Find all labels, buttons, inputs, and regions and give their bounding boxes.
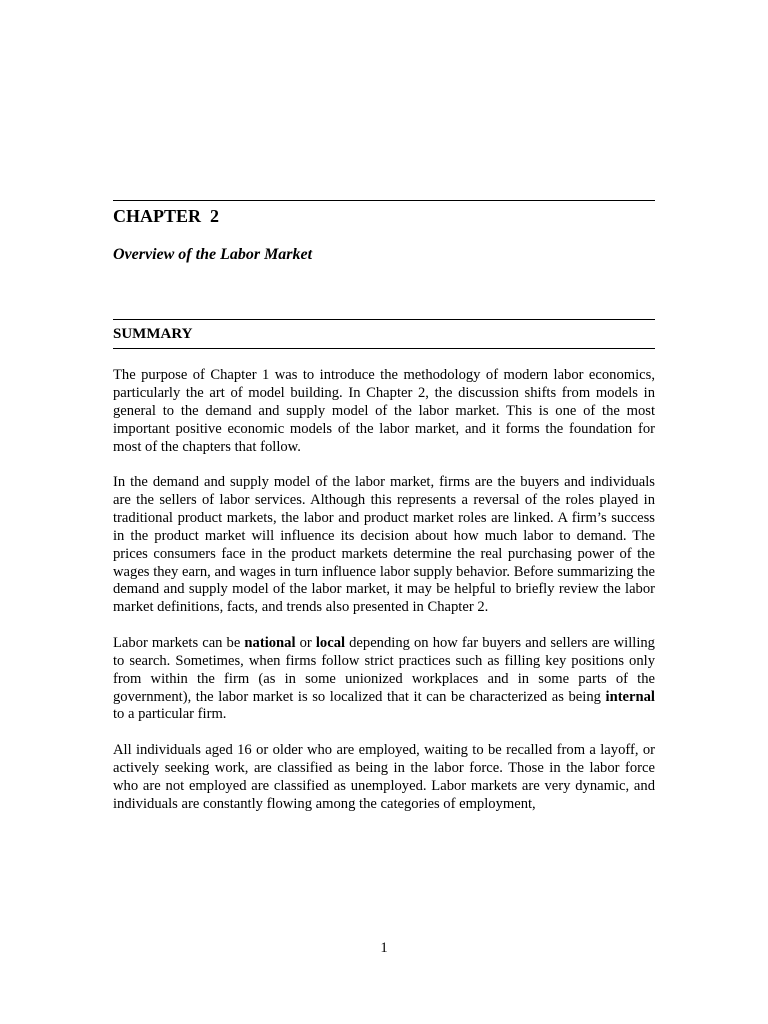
chapter-heading: CHAPTER 2 xyxy=(113,206,220,226)
paragraph-text: depending on how far buyers and sellers are willing to search. Sometimes, when firms follow strict practices such as filling key positions only from within the firm (as in some unionized workplaces and in some parts of the government), the labor market is so localized that it can be characterized as being xyxy=(113,634,655,705)
chapter-title: Overview of the Labor Market xyxy=(113,246,313,263)
paragraph-market-scope xyxy=(113,635,655,725)
paragraph-labor-force: All individuals aged 16 or older who are employed, waiting to be recalled from a layoff, or actively seeking work, are classified as being in the labor force. Those in the labor force who are not employed are classified as unemployed. Labor markets are very dynamic, and individuals are constantly flowing among the categories of employment, xyxy=(113,741,655,812)
page-number: 1 xyxy=(380,940,388,956)
summary-body xyxy=(113,367,655,831)
summary-heading: SUMMARY xyxy=(113,326,193,342)
paragraph-demand-supply: In the demand and supply model of the labor market, firms are the buyers and individuals are the sellers of labor services. Although this represents a reversal of the roles played in traditional product markets, the labor and product market roles are linked. A firm’s success in the product market will influence its decision about how much labor to demand. The prices consumers face in the product markets determine the real purchasing power of the wages they earn, and wages in turn influence labor supply behavior. Before summarizing the demand and supply model of the labor market, it may be helpful to briefly review the labor market definitions, facts, and trends also presented in Chapter 2. xyxy=(113,474,655,616)
paragraph-text: or xyxy=(295,634,316,651)
paragraph-text: Labor markets can be xyxy=(113,634,245,651)
paragraph-text: to a particular firm. xyxy=(113,706,227,723)
summary-top-divider xyxy=(113,319,655,320)
term-local: local xyxy=(315,634,346,651)
document-page xyxy=(113,0,655,1024)
summary-bottom-divider xyxy=(113,348,655,349)
term-internal: internal xyxy=(605,688,655,705)
top-divider xyxy=(113,200,655,201)
paragraph-purpose: The purpose of Chapter 1 was to introduce the methodology of modern labor economics, particularly the art of model building. In Chapter 2, the discussion shifts from models in general to the demand and supply model of the labor market. This is one of the most important positive economic models of the labor market, and it forms the foundation for most of the chapters that follow. xyxy=(113,367,655,455)
term-national: national xyxy=(244,634,296,651)
